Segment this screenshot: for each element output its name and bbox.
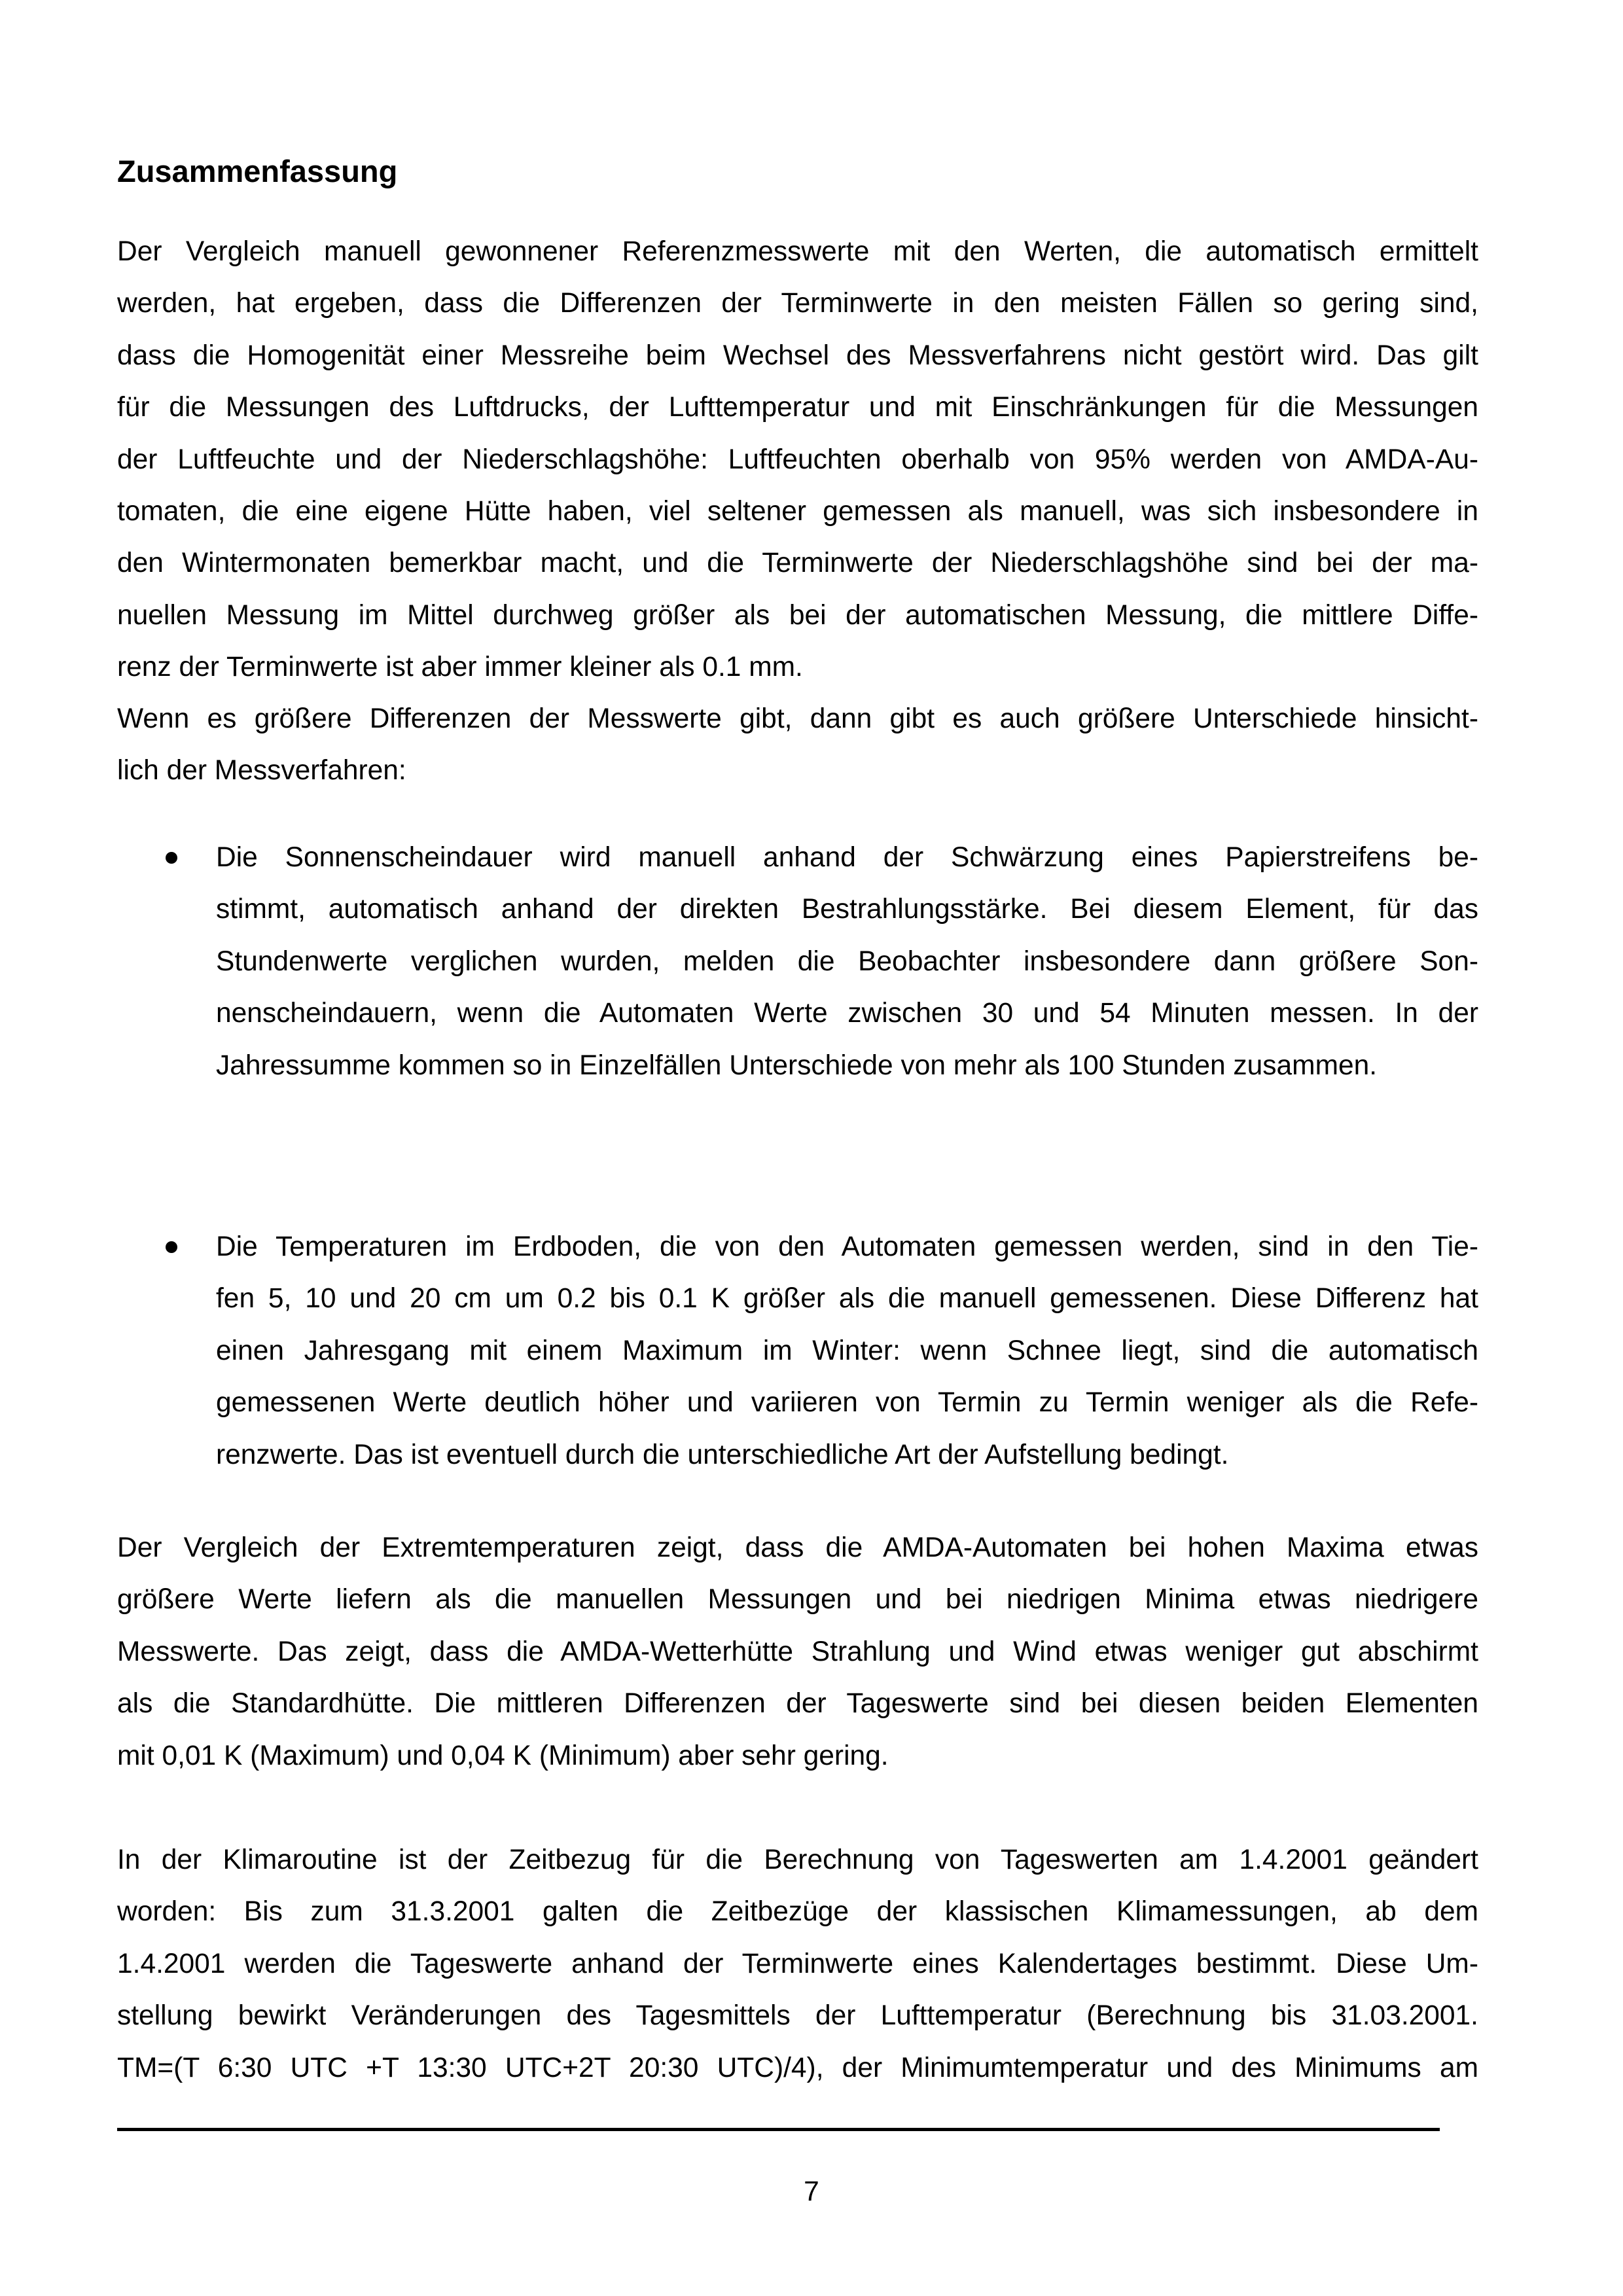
text-line: Messwerte. Das zeigt, dass die AMDA-Wetterhütte Strahlung und Wind etwas weniger gut abschirmt bbox=[117, 1636, 1478, 1667]
text-line: als die Standardhütte. Die mittleren Differenzen der Tageswerte sind bei diesen beiden Elementen bbox=[117, 1688, 1478, 1720]
text-line: werden, hat ergeben, dass die Differenzen der Terminwerte in den meisten Fällen so gering sind, bbox=[117, 288, 1478, 319]
text-line: TM=(T 6:30 UTC +T 13:30 UTC+2T 20:30 UTC)/4), der Minimumtemperatur und des Minimums am bbox=[117, 2052, 1478, 2083]
text-line: nuellen Messung im Mittel durchweg größer als bei der automatischen Messung, die mittlere Diffe- bbox=[117, 599, 1478, 631]
text-line: worden: Bis zum 31.3.2001 galten die Zeitbezüge der klassischen Klimamessungen, ab dem bbox=[117, 1896, 1478, 1928]
bullet-dot-icon bbox=[166, 1241, 177, 1253]
text-line: 1.4.2001 werden die Tageswerte anhand der Terminwerte eines Kalendertages bestimmt. Diese Um- bbox=[117, 1948, 1478, 1979]
text-line: größere Werte liefern als die manuellen Messungen und bei niedrigen Minima etwas niedrigere bbox=[117, 1584, 1478, 1616]
text-line: fen 5, 10 und 20 cm um 0.2 bis 0.1 K größer als die manuell gemessenen. Diese Differenz hat bbox=[216, 1283, 1478, 1315]
footer-divider bbox=[117, 2128, 1440, 2131]
text-line: den Wintermonaten bemerkbar macht, und die Terminwerte der Niederschlagshöhe sind bei der ma- bbox=[117, 548, 1478, 579]
text-line: Der Vergleich der Extremtemperaturen zeigt, dass die AMDA-Automaten bei hohen Maxima etwas bbox=[117, 1532, 1478, 1563]
section-heading: Zusammenfassung bbox=[117, 154, 398, 188]
text-line: renzwerte. Das ist eventuell durch die unterschiedliche Art der Aufstellung bedingt. bbox=[216, 1439, 1229, 1470]
text-line: mit 0,01 K (Maximum) und 0,04 K (Minimum) aber sehr gering. bbox=[117, 1740, 889, 1771]
bullet-item-sunshine bbox=[216, 832, 1478, 1091]
text-line: dass die Homogenität einer Messreihe beim Wechsel des Messverfahrens nicht gestört wird. Das gilt bbox=[117, 340, 1478, 371]
text-line: für die Messungen des Luftdrucks, der Lufttemperatur und mit Einschränkungen für die Messungen bbox=[117, 392, 1478, 423]
text-line: lich der Messverfahren: bbox=[117, 755, 406, 786]
text-line: stimmt, automatisch anhand der direkten Bestrahlungsstärke. Bei diesem Element, für das bbox=[216, 894, 1478, 925]
text-line: der Luftfeuchte und der Niederschlagshöhe: Luftfeuchten oberhalb von 95% werden von AMDA-Au- bbox=[117, 444, 1478, 475]
text-line: gemessenen Werte deutlich höher und variieren von Termin zu Termin weniger als die Refe- bbox=[216, 1387, 1478, 1419]
paragraph-extreme-temperatures bbox=[117, 1522, 1478, 1782]
text-line: einen Jahresgang mit einem Maximum im Winter: wenn Schnee liegt, sind die automatisch bbox=[216, 1335, 1478, 1366]
paragraph-summary bbox=[117, 226, 1478, 694]
text-line: stellung bewirkt Veränderungen des Tagesmittels der Lufttemperatur (Berechnung bis 31.03.2001. bbox=[117, 2000, 1478, 2032]
text-line: tomaten, die eine eigene Hütte haben, viel seltener gemessen als manuell, was sich insbesondere in bbox=[117, 495, 1478, 527]
text-line: nenscheindauern, wenn die Automaten Werte zwischen 30 und 54 Minuten messen. In der bbox=[216, 998, 1478, 1029]
paragraph-intro-differences bbox=[117, 693, 1478, 797]
text-line: In der Klimaroutine ist der Zeitbezug für die Berechnung von Tageswerten am 1.4.2001 geändert bbox=[117, 1845, 1478, 1875]
text-line: renz der Terminwerte ist aber immer kleiner als 0.1 mm. bbox=[117, 652, 803, 683]
text-line: Die Temperaturen im Erdboden, die von den Automaten gemessen werden, sind in den Tie- bbox=[216, 1231, 1478, 1262]
text-line: Jahressumme kommen so in Einzelfällen Unterschiede von mehr als 100 Stunden zusammen. bbox=[216, 1050, 1378, 1081]
text-line: Wenn es größere Differenzen der Messwerte gibt, dann gibt es auch größere Unterschiede hinsicht- bbox=[117, 703, 1478, 734]
page-number: 7 bbox=[804, 2176, 819, 2207]
text-line: Der Vergleich manuell gewonnener Referenzmesswerte mit den Werten, die automatisch ermittelt bbox=[117, 236, 1478, 267]
bullet-item-soil-temperature bbox=[216, 1221, 1478, 1481]
bullet-dot-icon bbox=[166, 852, 177, 864]
text-line: Die Sonnenscheindauer wird manuell anhand der Schwärzung eines Papierstreifens be- bbox=[216, 842, 1478, 873]
paragraph-climate-routine bbox=[117, 1834, 1478, 2094]
text-line: Stundenwerte verglichen wurden, melden die Beobachter insbesondere dann größere Son- bbox=[216, 945, 1478, 977]
